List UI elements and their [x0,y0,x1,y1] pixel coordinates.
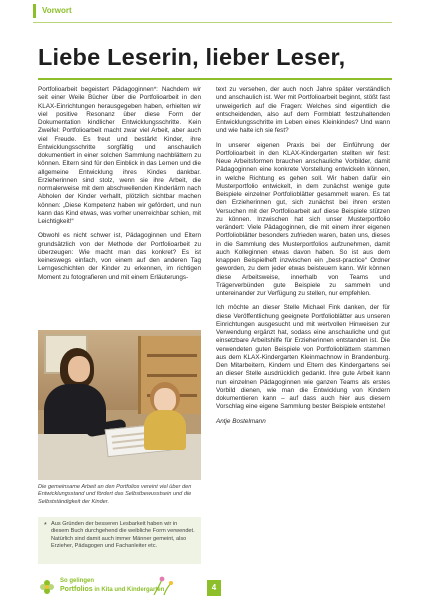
right-paragraph-3: Ich möchte an dieser Stelle Michael Fink danken, der für diese Veröffentlichung geeignete Portfolioblätter aus unseren Einrichtungen ausgesucht und mit wertvollen Hinweisen zur Verwendung ergänzt hat, sodass eine anschauliche und gut einsetzbare Arbeitshilfe für Erzieherinnen entstanden ist. Die verwendeten guten Beispiele von Portfolioblättern stammen aus dem KLAX-Kindergarten Kleinmachnow in Brandenburg. Den Mitarbeitern, Kindern und Eltern des Kindergartens sei an dieser Stelle ausdrücklich gedankt. Ihre gute Arbeit kann nun einzelnen Pädagoginnen wie ganzen Teams als erstes Vorbild dienen, wie man die Entwicklung von Kindern dokumentieren kann – auf dass auch hier aus diesem Vorschlag eine eigene Sammlung bester Beispiele entstehe! [216,304,390,411]
right-column [216,86,390,432]
flower-logo-icon [38,578,56,596]
page-title: Liebe Leserin, lieber Leser, [38,44,346,70]
logo-title-sub: in Kita und Kindergarten [92,587,165,593]
classroom-photo [38,330,201,480]
header-bar [0,0,424,24]
logo-tagline: So gelingen [60,578,95,584]
left-column [38,86,201,288]
page-number: 4 [207,580,221,596]
footnote-marker: * [44,522,47,529]
photo-girl-face [154,388,176,412]
section-tab: Vorwort [33,4,72,18]
footnote-text: Aus Gründen der besseren Lesbarkeit haben wir in diesem Buch durchgehend die weibliche Form verwendet. Natürlich sind damit auch immer Männer gemeint, also Erzieher, Pädagogen und Fachanleiter etc. [51,521,195,549]
footnote-box [38,517,201,564]
right-paragraph-1: text zu versehen, der auch noch Jahre später verständlich und anschaulich ist. Wer mit Portfolioarbeit beginnt, stößt fast unweigerlich auf die Fragen: Welches sind eigentlich die entscheidenden, also auf dem Formblatt festzuhaltenden Entwicklungsschritte im Leben eines Kleinkindes? Und wann und wie halte ich sie fest? [216,86,390,135]
signature: Antje Bostelmann [216,417,266,425]
logo-title [60,586,164,593]
left-paragraph-1: Portfolioarbeit begeistert Pädagoginnen*: Nachdem wir seit einer Weile Bücher über die Portfolioarbeit in den KLAX-Einrichtungen herausgegeben haben, erhielten wir viel positive Resonanz über diese Form der Dokumentation kindlicher Entwicklungsschritte. Kein Zweifel: Portfolioarbeit macht zwar viel Arbeit, aber auch viel Freude. Es freut und bestärkt Kinder, ihre Entwicklungsschritte sorgfältig und anschaulich dokumentiert in einer solchen Sammlung nachblättern zu können. Eltern sind für den Einblick in das Lernen und die allgemeine Entwicklung ihres Kindes dankbar. Erzieherinnen sind stolz, wenn sie ihre Arbeit, die normalerweise mit dem abschwellenden Kinderlärm nach Abholen der Kinder verhallt, plötzlich sichtbar machen können: „Diese Kompetenz haben wir gefördert, und nun kann das Kind etwas, was vorher unerreichbar schien, mit Leichtigkeit!“ [38,86,201,225]
right-paragraph-2: In unserer eigenen Praxis bei der Einführung der Portfolioarbeit in den KLAX-Kindergarten stellten wir fest: Neue Arbeitsformen brauchen anschauliche Vorbilder, damit Pädagoginnen eine konkrete Vorstellung entwickeln können, in welche Richtung es gehen soll. Wir haben dafür ein Musterportfolio entwickelt, in dem zunächst wenige gute Beispiele einzelner Portfolioblätter gesammelt waren. Es tat den Erzieherinnen gut, sich zunächst bei ihren ersten Versuchen mit der Portfolioarbeit auf diese Beispiele stützen zu können. Inzwischen hat sich unser Musterportfolio verändert: Viele Pädagoginnen, die mit einem ihrer eigenen Portfolioblätter besonders zufrieden waren, baten uns, dieses in die Sammlung des Musterportfolios aufzunehmen, damit auch Kolleginnen etwas davon haben. So ist aus dem knappen Beispielheft inzwischen ein „best-practice“ Ordner geworden, zu dem jeder etwas beisteuern kann. Wir können diese Arbeitsweise, innerhalb von Teams und Trägerverbünden gute Beispiele zu sammeln und untereinander zur Verfügung zu stellen, nur empfehlen. [216,141,390,297]
flower-decoration-icon [150,575,176,597]
photo-girl-body [144,410,186,450]
logo-title-main: Portfolios [60,586,93,593]
title-rule [38,78,392,80]
header-rule [33,22,392,23]
photo-woman-face [68,356,90,382]
left-paragraph-2: Obwohl es nicht schwer ist, Pädagoginnen und Eltern grundsätzlich von der Methode der Portfolioarbeit zu überzeugen: Wie macht man das konkret? Es ist keineswegs einfach, von einem auf den anderen Tag Lerngeschichten der Kinder zu erkennen, im richtigen Moment zu fotografieren und mit einem Erläuterungs- [38,232,201,281]
photo-caption: Die gemeinsame Arbeit an den Portfolios vereint viel über den Entwicklungsstand und fördert das Selbstbewusstsein und die Selbstständigkeit der Kinder. [38,484,192,505]
